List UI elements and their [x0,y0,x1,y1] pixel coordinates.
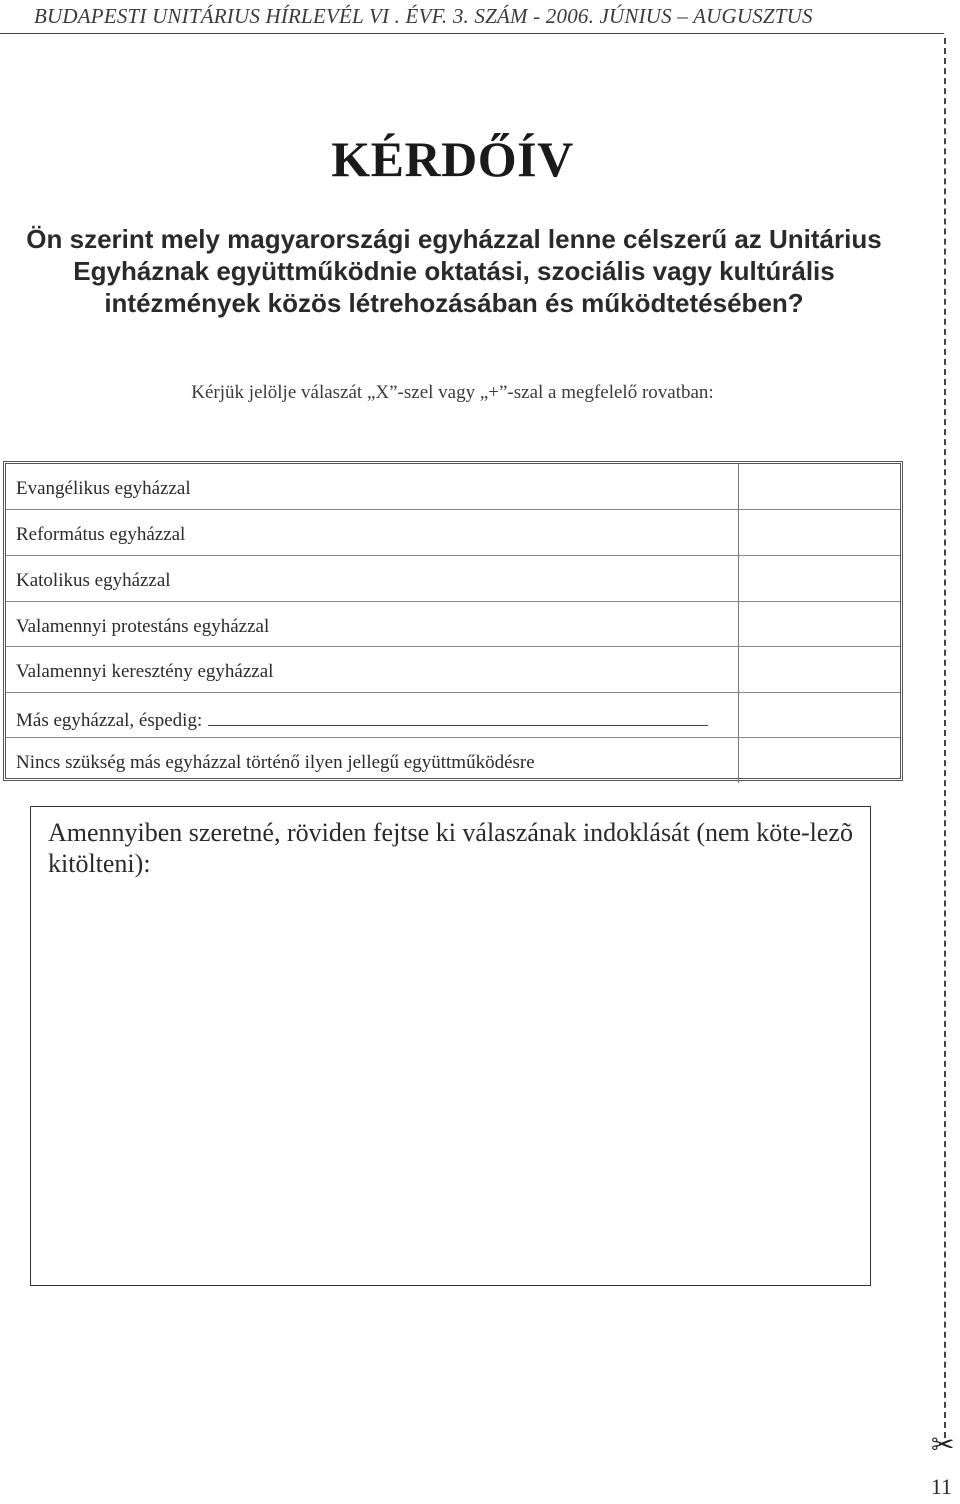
option-row-catholic [6,555,900,601]
option-label: Valamennyi protestáns egyházzal [16,616,270,637]
option-label-other [16,707,708,732]
option-row-no-need [6,737,900,783]
option-label: Más egyházzal, éspedig: [16,710,203,731]
option-checkbox-all-protestant[interactable] [738,602,901,647]
instruction-text: Kérjük jelölje válaszát „X”-szel vagy „+”-szal a megfelelő rovatban: [191,382,714,403]
option-checkbox-reformed[interactable] [738,510,901,555]
option-label: Református egyházzal [16,524,186,545]
options-table [3,461,903,781]
option-checkbox-all-christian[interactable] [738,647,901,692]
option-row-all-christian [6,646,900,692]
page-title: KÉRDŐÍV [331,131,574,187]
cut-line [944,38,946,1438]
other-church-blank-line[interactable] [208,707,708,726]
option-row-reformed [6,509,900,555]
option-label: Nincs szükség más egyházzal történő ilyen jellegű együttműködésre [16,752,535,773]
running-header: BUDAPESTI UNITÁRIUS HÍRLEVÉL VI . ÉVF. 3. SZÁM - 2006. JÚNIUS – AUGUSZTUS [34,4,813,28]
option-label: Katolikus egyházzal [16,570,171,591]
option-checkbox-catholic[interactable] [738,556,901,601]
option-checkbox-other[interactable] [738,693,901,738]
option-checkbox-evangelical[interactable] [738,464,901,509]
survey-question: Ön szerint mely magyarországi egyházzal lenne célszerű az Unitárius Egyháznak együttműködnie oktatási, szociális vagy kultúrális intézmények közös létrehozásában és működtetésében? [26,224,882,318]
option-checkbox-no-need[interactable] [738,738,901,783]
option-label: Evangélikus egyházzal [16,478,191,499]
scissors-icon: ✂ [931,1428,955,1461]
option-row-all-protestant [6,601,900,647]
option-row-evangelical [6,464,900,509]
header-rule [0,33,944,34]
option-label: Valamennyi keresztény egyházzal [16,661,274,682]
page-number: 11 [930,1474,952,1499]
option-row-other [6,692,900,738]
comment-prompt: Amennyiben szeretné, röviden fejtse ki válaszának indoklását (nem köte-lezõ kitölteni): [48,818,853,878]
comment-box[interactable] [30,806,871,1286]
